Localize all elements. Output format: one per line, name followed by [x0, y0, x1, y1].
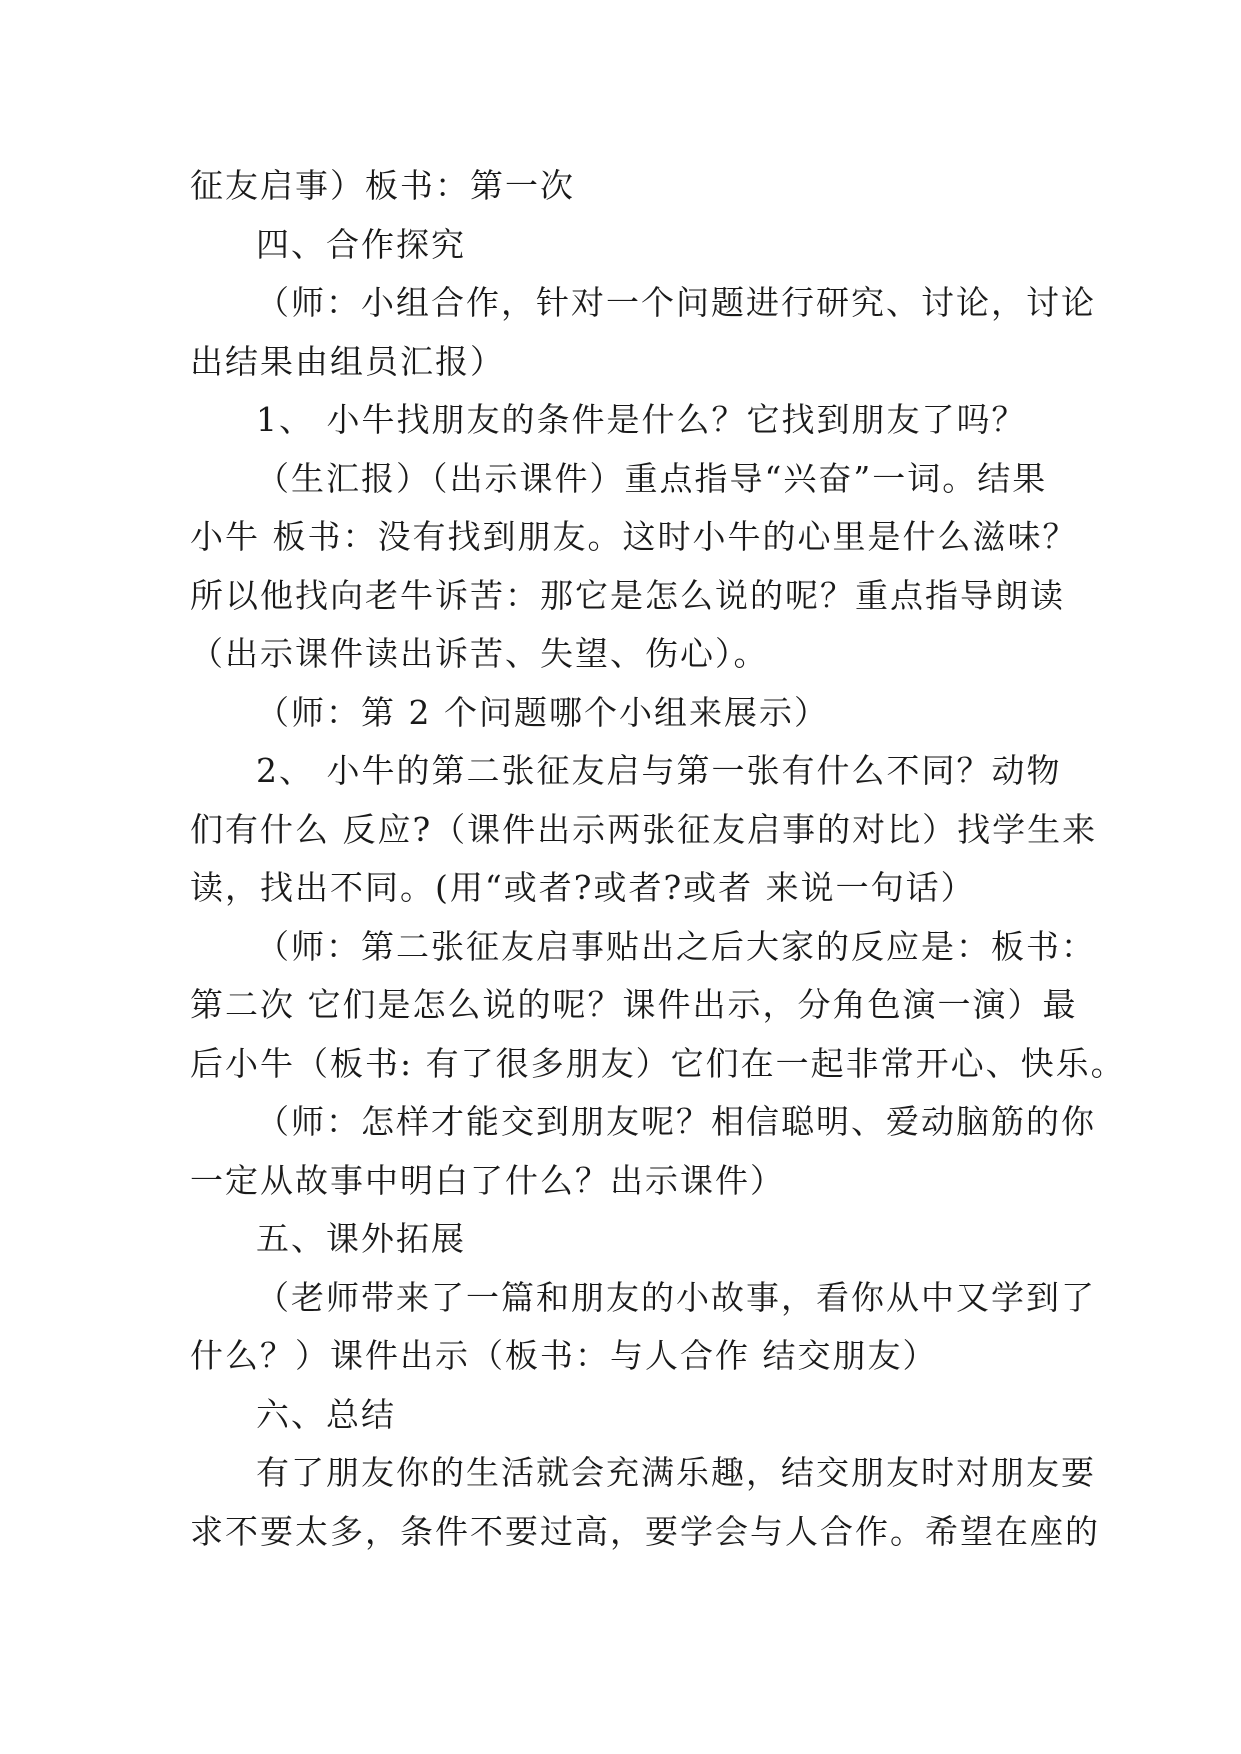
- text-line: 们有什么 反应?（课件出示两张征友启事的对比）找学生来: [190, 809, 1098, 849]
- text-line: 求不要太多，条件不要过高，要学会与人合作。希望在座的: [190, 1511, 1100, 1551]
- text-line: 一定从故事中明白了什么？出示课件）: [190, 1160, 785, 1200]
- text-line: 什么？）课件出示（板书：与人合作 结交朋友）: [190, 1336, 938, 1375]
- text-line: 出结果由组员汇报）: [190, 341, 505, 381]
- text-line: （师：第 2 个问题哪个小组来展示）: [256, 692, 829, 732]
- text-line: 有了朋友你的生活就会充满乐趣，结交朋友时对朋友要: [256, 1453, 1096, 1492]
- text-line: （老师带来了一篇和朋友的小故事，看你从中又学到了: [256, 1277, 1096, 1317]
- text-line: 后小牛（板书: 有了很多朋友）它们在一起非常开心、快乐。: [190, 1043, 1126, 1083]
- section-heading: 六、总结: [256, 1394, 396, 1434]
- text-line: （生汇报）（出示课件）重点指导“兴奋”一词。结果: [256, 458, 1048, 498]
- text-line: 征友启事）板书：第一次: [190, 166, 575, 205]
- section-heading: 四、合作探究: [256, 224, 466, 264]
- text-line: （师：怎样才能交到朋友呢？相信聪明、爱动脑筋的你: [256, 1102, 1096, 1141]
- text-line: 所以他找向老牛诉苦：那它是怎么说的呢？重点指导朗读: [190, 575, 1065, 615]
- text-line: 读，找出不同。(用“或者?或者?或者 来说一句话）: [190, 868, 976, 907]
- section-heading: 五、课外拓展: [256, 1219, 466, 1258]
- text-line: （师：小组合作，针对一个问题进行研究、讨论，讨论: [256, 283, 1096, 322]
- text-line: （出示课件读出诉苦、失望、伤心）。: [190, 634, 769, 673]
- text-line: 2、 小牛的第二张征友启与第一张有什么不同？动物: [256, 751, 1062, 790]
- text-line: 第二次 它们是怎么说的呢？课件出示，分角色演一演）最: [190, 985, 1078, 1024]
- text-line: 1、 小牛找朋友的条件是什么？它找到朋友了吗？: [256, 400, 1027, 439]
- text-line: 小牛 板书：没有找到朋友。这时小牛的心里是什么滋味？: [190, 517, 1078, 556]
- text-line: （师：第二张征友启事贴出之后大家的反应是：板书：: [256, 926, 1096, 966]
- document-body: [190, 157, 1126, 1561]
